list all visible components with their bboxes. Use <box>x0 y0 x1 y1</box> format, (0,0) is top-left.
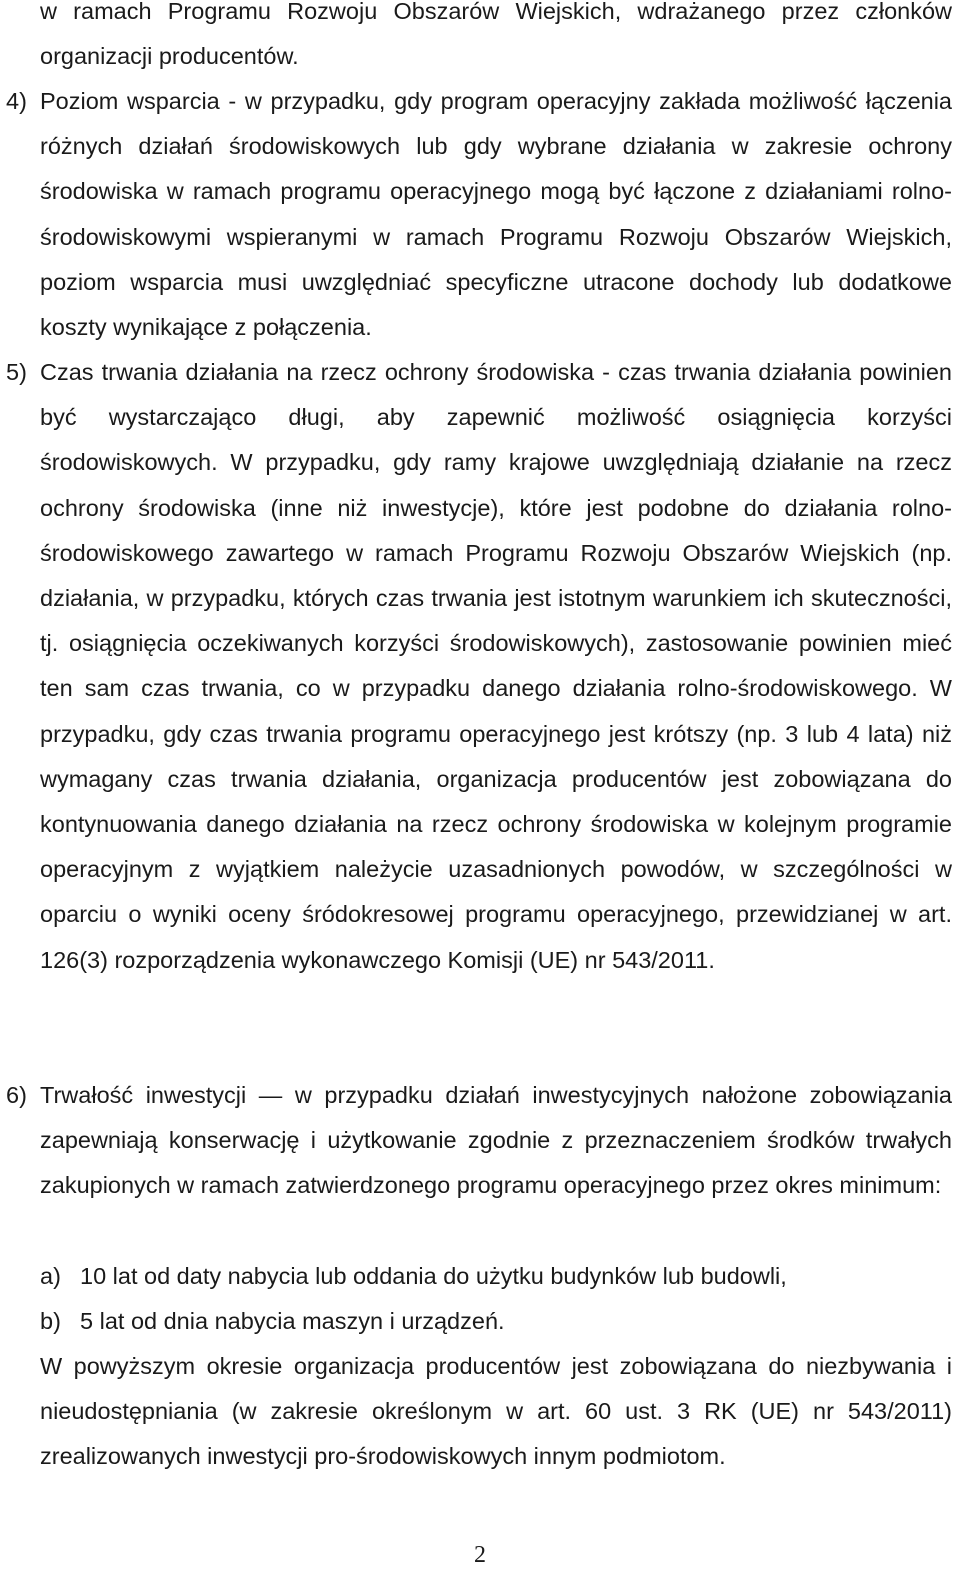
item-6-subitem-a <box>40 1254 787 1299</box>
intro-paragraph: w ramach Programu Rozwoju Obszarów Wiejskich, wdrażanego przez członków organizacji producentów. <box>40 0 952 70</box>
item-6-marker: 6) <box>6 1082 27 1108</box>
subitem-b-text: 5 lat od dnia nabycia maszyn i urządzeń. <box>80 1308 505 1334</box>
item-6-closing-paragraph: W powyższym okresie organizacja producentów jest zobowiązana do niezbywania i nieudostępniania (w zakresie określonym w art. 60 ust. 3 RK (UE) nr 543/2011) zrealizowanych inwestycji pro-środowiskowych innym podmiotom. <box>40 1353 952 1470</box>
page-number: 2 <box>474 1542 486 1568</box>
item-5-marker: 5) <box>6 359 27 385</box>
item-5-paragraph: Czas trwania działania na rzecz ochrony środowiska - czas trwania działania powinien być wystarczająco długi, aby zapewnić możliwość osiągnięcia korzyści środowiskowych. W przypadku, gdy ramy krajowe uwzględniają działanie na rzecz ochrony środowiska (inne niż inwestycje), które jest podobne do działania rolno-środowiskowego zawartego w ramach Programu Rozwoju Obszarów Wiejskich (np. działania, w przypadku, których czas trwania jest istotnym warunkiem ich skuteczności, tj. osiągnięcia oczekiwanych korzyści środowiskowych), zastosowanie powinien mieć ten sam czas trwania, co w przypadku danego działania rolno-środowiskowego. W przypadku, gdy czas trwania programu operacyjnego jest krótszy (np. 3 lub 4 lata) niż wymagany czas trwania działania, organizacja producentów jest zobowiązana do kontynuowania danego działania na rzecz ochrony środowiska w kolejnym programie operacyjnym z wyjątkiem należycie uzasadnionych powodów, w szczególności w oparciu o wyniki oceny śródokresowej programu operacyjnego, przewidzianej w art. 126(3) rozporządzenia wykonawczego Komisji (UE) nr 543/2011. <box>40 359 952 973</box>
item-4-paragraph: Poziom wsparcia - w przypadku, gdy program operacyjny zakłada możliwość łączenia różnych działań środowiskowych lub gdy wybrane działania w zakresie ochrony środowiska w ramach programu operacyjnego mogą być łączone z działaniami rolno-środowiskowymi wspieranymi w ramach Programu Rozwoju Obszarów Wiejskich, poziom wsparcia musi uwzględniać specyficzne utracone dochody lub dodatkowe koszty wynikające z połączenia. <box>40 88 952 341</box>
item-4-marker: 4) <box>6 88 27 114</box>
subitem-a-label: a) <box>40 1263 61 1289</box>
item-6-paragraph: Trwałość inwestycji — w przypadku działań inwestycyjnych nałożone zobowiązania zapewniają konserwację i użytkowanie zgodnie z przeznaczeniem środków trwałych zakupionych w ramach zatwierdzonego programu operacyjnego przez okres minimum: <box>40 1082 952 1199</box>
item-6-subitem-b <box>40 1299 505 1344</box>
subitem-a-text: 10 lat od daty nabycia lub oddania do użytku budynków lub budowli, <box>80 1263 787 1289</box>
subitem-b-label: b) <box>40 1308 61 1334</box>
